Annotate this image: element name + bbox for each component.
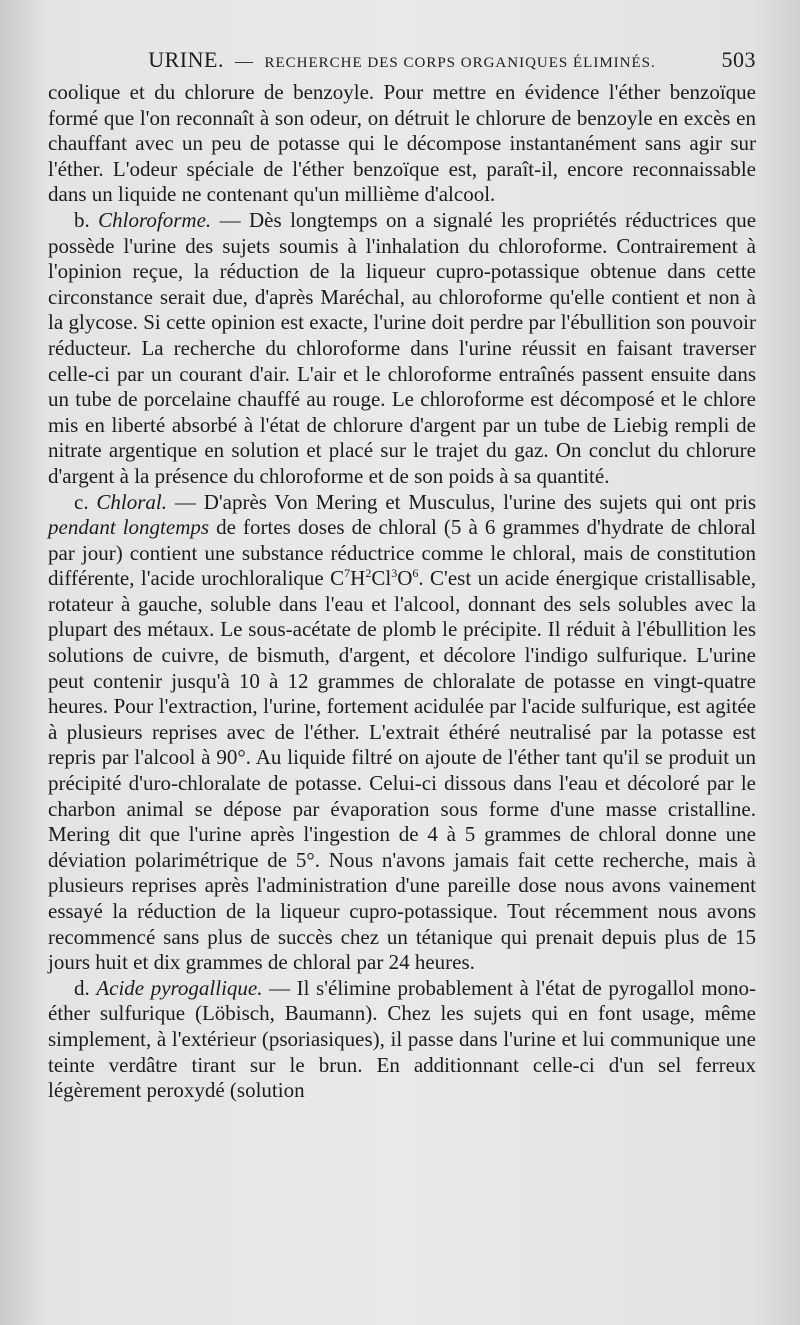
- formula-symbol: O: [397, 566, 413, 591]
- paragraph-text: coolique et du chlorure de benzoyle. Pour mettre en évidence l'éther benzoïque formé que l'on reconnaît à son odeur, on détruit le chlorure de benzoyle en excès en chauffant avec un peu de potasse qui le décompose instantanément sans agir sur l'éther. L'odeur spéciale de l'éther benzoïque est, paraît-il, encore reconnaissable dans un liquide ne contenant qu'un millième d'alcool.: [48, 80, 756, 207]
- formula-superscript: 7: [344, 566, 351, 581]
- section-title: Acide pyrogallique.: [96, 975, 263, 1000]
- paragraph-text: . C'est un acide énergique cristallisable, rotateur à gauche, soluble dans l'eau et l'alcool, donnant des sels solubles avec la plupart des métaux. Le sous-acétate de plomb le précipite. Il réduit à l'ébullition les solutions de cuivre, de bismuth, d'argent, et décolore l'indigo sulfurique. L'urine peut contenir jusqu'à 10 à 12 grammes de chloralate de potasse en vingt-quatre heures. Pour l'extraction, l'urine, fortement acidulée par l'acide sulfurique, est agitée à plusieurs reprises avec de l'éther. L'extrait éthéré neutralisé par la potasse est repris par l'alcool à 90°. Au liquide filtré on ajoute de l'éther tant qu'il se produit un précipité d'uro-chloralate de potasse. Celui-ci dissous dans l'eau et décoloré par le charbon animal se dépose par évaporation sous forme d'une masse cristalline. Mering dit que l'urine après l'ingestion de 4 à 5 grammes de chloral donne une déviation polarimétrique de 5°. Nous n'avons jamais fait cette recherche, mais à plusieurs reprises après l'administration d'une pareille dose nous avons vainement essayé la réduction de la liqueur cupro-potassique. Tout récemment nous avons recommencé sans plus de succès chez un tétanique qui prenait depuis plus de 15 jours huit et dix grammes de chloral par 24 heures.: [48, 566, 756, 975]
- paragraph-chloroforme: [48, 208, 756, 490]
- running-head-subtitle: RECHERCHE DES CORPS ORGANIQUES ÉLIMINÉS.: [264, 55, 656, 71]
- paragraph-text: — Il s'élimine probablement à l'état de pyrogallol mono-éther sulfurique (Löbisch, Baumann). Chez les sujets qui en font usage, même simplement, à l'extérieur (psoriasiques), il passe dans l'urine et lui communique une teinte verdâtre tirant sur le brun. En additionnant celle-ci d'un sel ferreux légèrement peroxydé (solution: [48, 975, 757, 1103]
- section-label: d.: [74, 975, 90, 1000]
- section-label: c.: [74, 489, 89, 514]
- paragraph-text: — Dès longtemps on a signalé les propriétés réductrices que possède l'urine des sujets soumis à l'inhalation du chloroforme. Contrairement à l'opinion reçue, la réduction de la liqueur cupro-potassique obtenue dans cette circonstance serait due, d'après Maréchal, au chloroforme qu'elle contient et non à la glycose. Si cette opinion est exacte, l'urine doit perdre par l'ébullition son pouvoir réducteur. La recherche du chloroforme dans l'urine réussit en faisant traverser celle-ci par un courant d'air. L'air et le chloroforme entraînés passent ensuite dans un tube de porcelaine chauffé au rouge. Le chloroforme est décomposé et le chlore mis en liberté absorbé à l'état de chlorure d'argent par un tube de Liebig rempli de nitrate argentique en solution et placé sur le trajet du gaz. On conclut du chlorure d'argent à la présence du chloroforme et de son poids à sa quantité.: [48, 207, 757, 488]
- section-label: b.: [74, 207, 90, 232]
- formula-superscript: 6: [412, 566, 419, 581]
- paragraph-text: de fortes doses de chloral (5 à 6 grammes d'hydrate de chloral par jour) contient une substance réductrice comme le chloral, mais de constitution différente, l'acide urochloralique C: [48, 515, 757, 591]
- emphasis-text: pendant longtemps: [48, 515, 210, 540]
- section-title: Chloroforme.: [98, 207, 212, 232]
- formula-symbol: Cl: [371, 566, 392, 591]
- running-head: [48, 40, 756, 80]
- page-number: 503: [721, 47, 756, 72]
- running-head-separator: —: [234, 51, 254, 71]
- paragraph-acide-pyrogallique: [48, 976, 756, 1104]
- paragraph-text: — D'après Von Mering et Musculus, l'urine des sujets qui ont pris: [174, 489, 757, 514]
- formula-superscript: 3: [391, 566, 398, 581]
- formula-symbol: H: [350, 566, 366, 591]
- section-title: Chloral.: [96, 489, 168, 514]
- paragraph-chloral: [48, 490, 756, 976]
- body-text: [48, 80, 756, 1104]
- running-head-title: URINE.: [148, 47, 224, 72]
- paragraph-continuation: [48, 80, 756, 208]
- formula-superscript: 2: [365, 566, 372, 581]
